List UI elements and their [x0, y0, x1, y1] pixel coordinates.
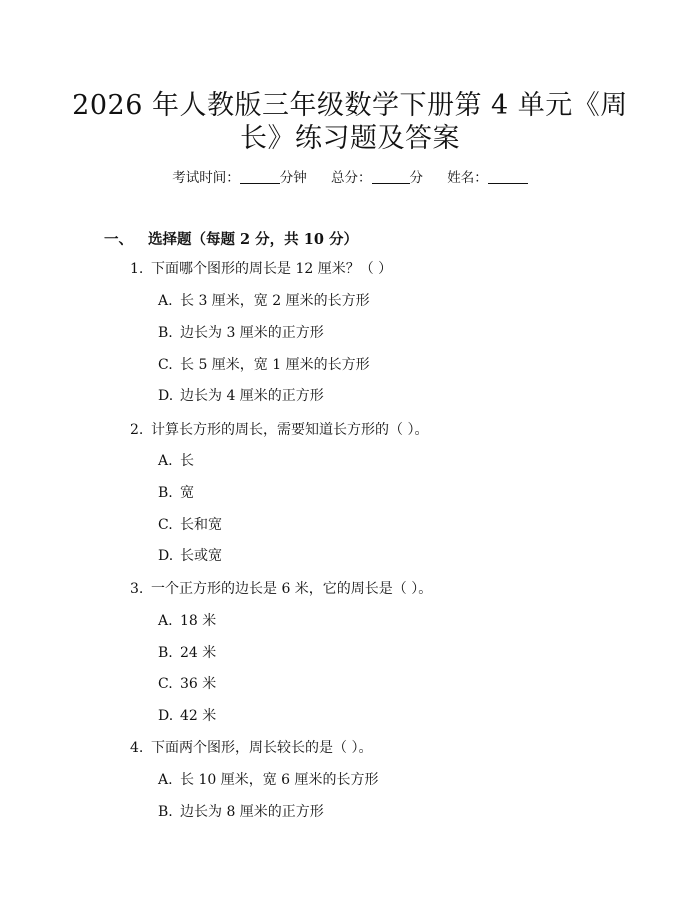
question-1-option-d: [158, 386, 324, 406]
exam-time-field: [172, 169, 307, 187]
question-text: 计算长方形的周长，需要知道长方形的（ ）。: [151, 422, 429, 438]
option-letter: D.: [158, 388, 174, 404]
option-text: 边长为 8 厘米的正方形: [180, 804, 324, 820]
option-letter: A.: [158, 772, 173, 788]
student-name-blank: [488, 169, 528, 184]
option-letter: D.: [158, 548, 174, 564]
option-text: 边长为 3 厘米的正方形: [180, 325, 324, 341]
total-score-blank: [372, 169, 410, 184]
question-4-option-a: [158, 770, 379, 790]
option-letter: B.: [158, 804, 173, 820]
option-text: 36 米: [180, 676, 217, 692]
student-name-label: 姓名：: [447, 170, 488, 186]
question-text: 下面哪个图形的周长是 12 厘米？（ ）: [151, 261, 393, 277]
option-text: 长 5 厘米，宽 1 厘米的长方形: [180, 357, 370, 373]
question-number: 1.: [130, 261, 144, 277]
option-text: 18 米: [180, 613, 217, 629]
option-text: 42 米: [180, 708, 217, 724]
option-text: 宽: [180, 485, 194, 501]
option-letter: B.: [158, 325, 173, 341]
document-title-line-2: 长》练习题及答案: [240, 123, 460, 154]
option-letter: A.: [158, 453, 173, 469]
question-3-option-a: [158, 611, 216, 631]
question-2-option-c: [158, 515, 222, 535]
exam-time-unit: 分钟: [279, 170, 307, 186]
exam-time-blank: [240, 169, 280, 184]
question-3: [130, 579, 432, 599]
total-score-field: [331, 169, 423, 187]
question-number: 4.: [130, 740, 144, 756]
option-letter: B.: [158, 645, 173, 661]
question-text: 一个正方形的边长是 6 米，它的周长是（ ）。: [151, 581, 433, 597]
option-text: 长或宽: [180, 548, 222, 564]
question-2-option-d: [158, 546, 222, 566]
question-2-option-b: [158, 483, 194, 503]
option-letter: C.: [158, 517, 173, 533]
option-letter: C.: [158, 676, 173, 692]
exam-time-label: 考试时间：: [172, 170, 240, 186]
option-text: 长 3 厘米，宽 2 厘米的长方形: [180, 293, 370, 309]
question-3-option-c: [158, 674, 216, 694]
option-text: 边长为 4 厘米的正方形: [180, 388, 324, 404]
option-letter: B.: [158, 485, 173, 501]
option-text: 长和宽: [180, 517, 222, 533]
section-title: 选择题（每题 2 分，共 10 分）: [148, 231, 358, 248]
section-heading: [104, 230, 358, 250]
question-2-option-a: [158, 451, 194, 471]
option-letter: D.: [158, 708, 174, 724]
question-1-option-a: [158, 291, 370, 311]
question-4-option-b: [158, 802, 324, 822]
section-number: 一、: [104, 231, 133, 248]
question-1-option-b: [158, 323, 324, 343]
student-name-field: [447, 169, 528, 187]
option-letter: C.: [158, 357, 173, 373]
total-score-unit: 分: [409, 170, 423, 186]
question-number: 2.: [130, 422, 144, 438]
option-text: 长 10 厘米，宽 6 厘米的长方形: [180, 772, 379, 788]
question-number: 3.: [130, 581, 144, 597]
question-3-option-b: [158, 643, 216, 663]
question-2: [130, 420, 428, 440]
question-3-option-d: [158, 706, 216, 726]
exam-info-line: [0, 169, 700, 187]
question-4: [130, 738, 372, 758]
total-score-label: 总分：: [331, 170, 372, 186]
option-letter: A.: [158, 613, 173, 629]
question-1: [130, 259, 392, 279]
option-letter: A.: [158, 293, 173, 309]
option-text: 长: [180, 453, 194, 469]
option-text: 24 米: [180, 645, 217, 661]
question-1-option-c: [158, 355, 370, 375]
document-title-line-1: 2026 年人教版三年级数学下册第 4 单元《周: [72, 90, 628, 121]
question-text: 下面两个图形，周长较长的是（ ）。: [151, 740, 373, 756]
